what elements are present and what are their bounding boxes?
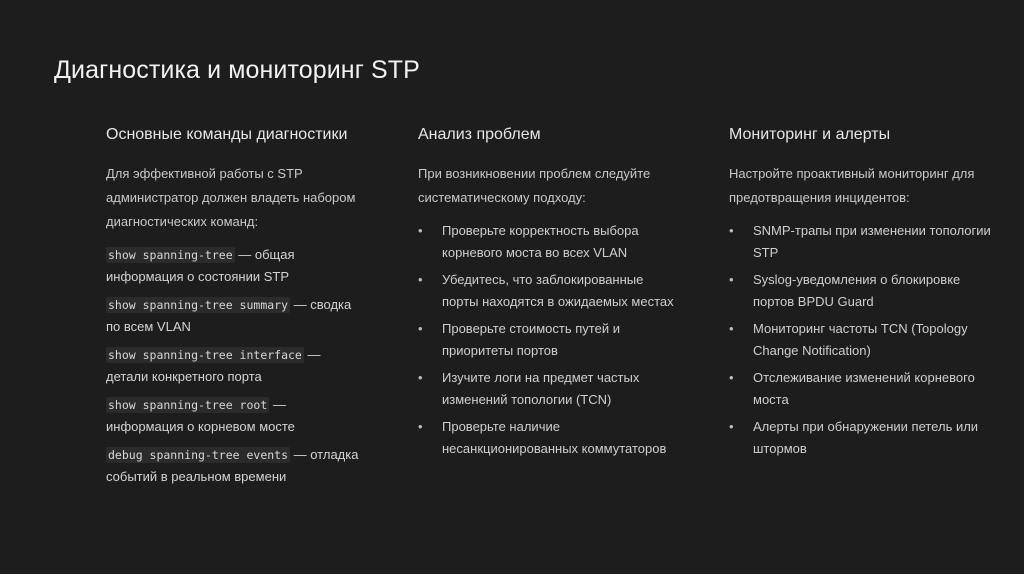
bullet-icon: •: [418, 272, 423, 287]
list-item-text: Мониторинг частоты TCN (Topology Change Notification): [753, 321, 968, 358]
command-code: show spanning-tree interface: [108, 348, 302, 362]
analysis-heading: Анализ проблем: [418, 126, 541, 143]
list-item-text: Убедитесь, что заблокированные порты находятся в ожидаемых местах: [442, 272, 674, 309]
commands-intro: Для эффективной работы с STP администратор должен владеть набором диагностических команд:: [106, 166, 356, 229]
bullet-icon: •: [729, 321, 734, 336]
command-description: — сводка по всем VLAN: [106, 297, 352, 334]
command-description: — отладка событий в реальном времени: [106, 447, 359, 484]
list-item-text: Проверьте наличие несанкционированных коммутаторов: [442, 419, 667, 456]
list-item: [729, 269, 999, 313]
commands-column: [106, 124, 366, 494]
list-item: [418, 416, 678, 460]
commands-heading: Основные команды диагностики: [106, 126, 348, 143]
command-code: show spanning-tree root: [108, 398, 268, 412]
monitoring-column: [729, 124, 999, 465]
list-item-text: Отслеживание изменений корневого моста: [753, 370, 975, 407]
analysis-column: [418, 124, 678, 465]
command-item: [106, 394, 366, 438]
bullet-icon: •: [729, 272, 734, 287]
list-item-text: Проверьте корректность выбора корневого моста во всех VLAN: [442, 223, 639, 260]
bullet-icon: •: [418, 321, 423, 336]
command-description: — информация о корневом мосте: [106, 397, 295, 434]
list-item: [729, 318, 999, 362]
bullet-icon: •: [729, 370, 734, 385]
monitoring-intro: Настройте проактивный мониторинг для предотвращения инцидентов:: [729, 166, 975, 205]
list-item-text: Проверьте стоимость путей и приоритеты портов: [442, 321, 620, 358]
command-code: show spanning-tree: [108, 248, 233, 262]
command-code: debug spanning-tree events: [108, 448, 289, 462]
bullet-icon: •: [729, 419, 734, 434]
list-item: [729, 416, 999, 460]
command-description: — детали конкретного порта: [106, 347, 321, 384]
list-item: [418, 367, 678, 411]
command-item: [106, 444, 366, 488]
slide-title: Диагностика и мониторинг STP: [54, 56, 420, 84]
list-item: [729, 367, 999, 411]
bullet-icon: •: [418, 419, 423, 434]
list-item: [729, 220, 999, 264]
command-list: [106, 244, 366, 488]
list-item-text: Изучите логи на предмет частых изменений топологии (TCN): [442, 370, 640, 407]
list-item-text: SNMP-трапы при изменении топологии STP: [753, 223, 991, 260]
list-item-text: Syslog-уведомления о блокировке портов BPDU Guard: [753, 272, 961, 309]
list-item: [418, 220, 678, 264]
list-item: [418, 318, 678, 362]
bullet-icon: •: [729, 223, 734, 238]
bullet-icon: •: [418, 370, 423, 385]
bullet-icon: •: [418, 223, 423, 238]
command-item: [106, 344, 366, 388]
list-item: [418, 269, 678, 313]
monitoring-list: [729, 220, 999, 460]
command-code: show spanning-tree summary: [108, 298, 289, 312]
monitoring-heading: Мониторинг и алерты: [729, 126, 891, 143]
analysis-intro: При возникновении проблем следуйте систематическому подходу:: [418, 166, 651, 205]
list-item-text: Алерты при обнаружении петель или штормов: [753, 419, 979, 456]
command-item: [106, 244, 366, 288]
command-description: — общая информация о состоянии STP: [106, 247, 295, 284]
analysis-list: [418, 220, 678, 460]
command-item: [106, 294, 366, 338]
